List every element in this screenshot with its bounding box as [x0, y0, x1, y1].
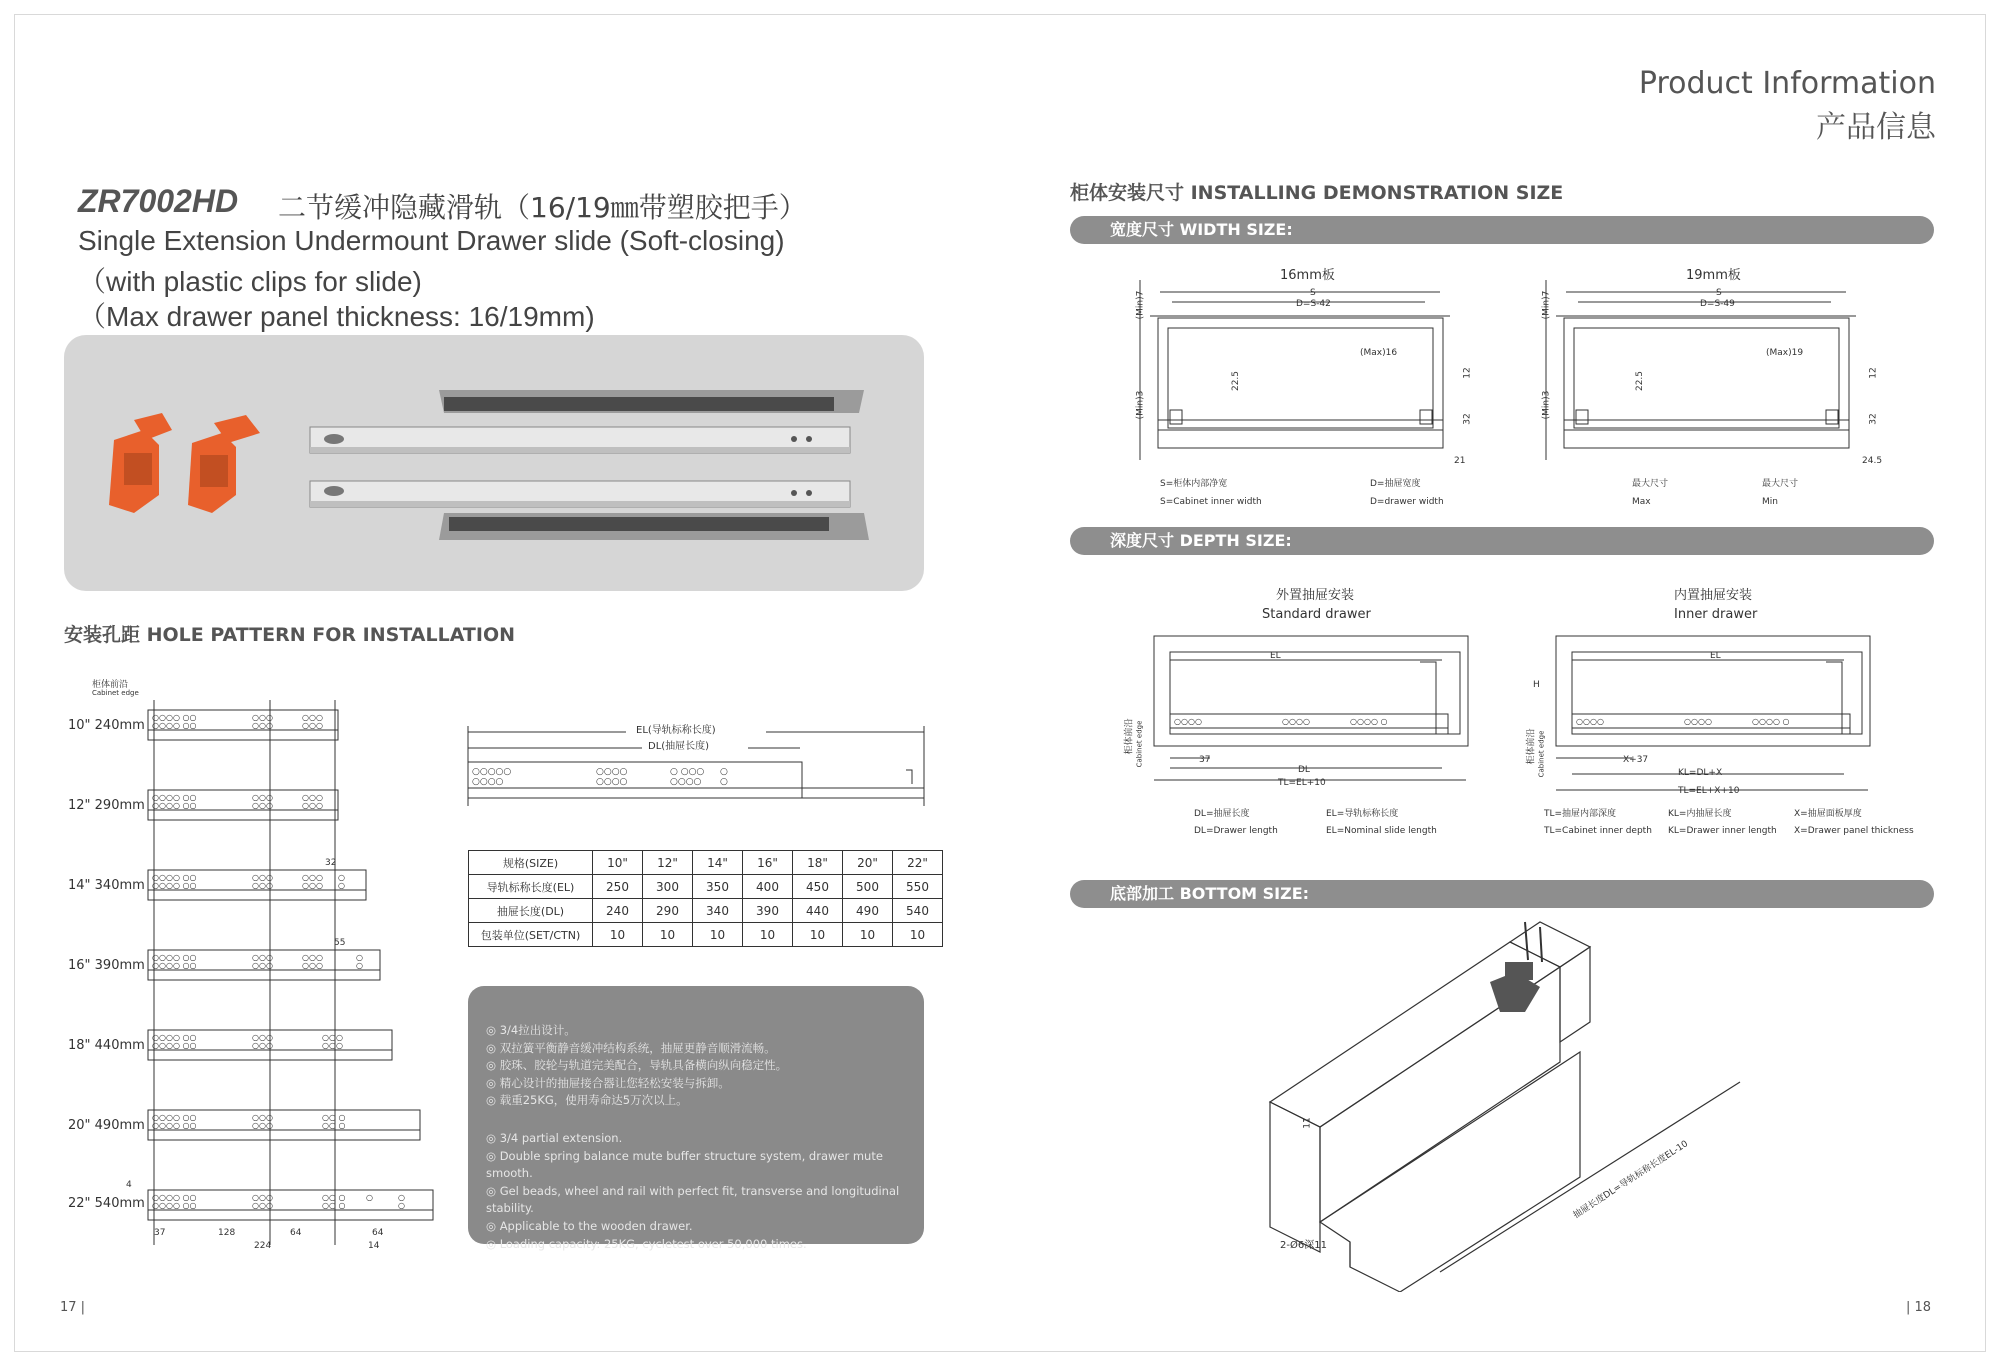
svg-text:○○○○ ○○: ○○○○ ○○: [152, 881, 197, 890]
table-cell: 18": [793, 851, 843, 875]
feature-item: ◎ 载重25KG，使用寿命达5万次以上。: [486, 1093, 688, 1108]
bottom-hole-label: 2-Ø6深11: [1280, 1240, 1327, 1251]
svg-text:○○○○: ○○○○: [472, 777, 504, 787]
width-19-d: D=S-49: [1700, 299, 1735, 309]
table-cell: 10: [793, 923, 843, 947]
legend-s-en: S=Cabinet inner width: [1160, 497, 1262, 507]
svg-text:○○ ○: ○○ ○: [322, 1121, 346, 1130]
svg-text:○○○: ○○○: [302, 873, 323, 882]
legend-el-cn: EL=导轨标称长度: [1326, 809, 1399, 819]
depth-standard-title-cn: 外置抽屉安装: [1276, 588, 1355, 603]
width-16-s: S: [1310, 288, 1316, 298]
bottom-length-label: 抽屉长度DL=导轨标称长度EL-10: [1571, 1139, 1691, 1221]
table-cell: 490: [843, 899, 893, 923]
dl-label: DL(抽屉长度): [648, 741, 710, 752]
svg-text:○○○: ○○○: [252, 713, 273, 722]
width-19-12: 12: [1868, 367, 1879, 379]
depth-standard-title-en: Standard drawer: [1262, 607, 1371, 622]
depth-inner-title-cn: 内置抽屉安装: [1674, 588, 1753, 603]
page-info-title: Product Information: [1638, 66, 1936, 101]
svg-text:○○○: ○○○: [252, 1121, 273, 1130]
depth-standard-diagram: [1150, 632, 1470, 792]
width-16-12: 12: [1462, 367, 1473, 379]
table-row: [469, 923, 943, 947]
table-cell: 10: [643, 923, 693, 947]
svg-text:○○○○ ○: ○○○○ ○: [1350, 717, 1388, 726]
svg-text:○: ○: [338, 873, 345, 882]
table-cell: 16": [743, 851, 793, 875]
legend-d-cn: D=抽屉宽度: [1370, 479, 1421, 489]
dim-55: 55: [334, 938, 346, 948]
features-box: [468, 986, 924, 1251]
legend-tl-en: TL=Cabinet inner depth: [1544, 826, 1652, 836]
depth-standard-el: EL: [1270, 651, 1281, 661]
svg-text:○ ○○○: ○ ○○○: [670, 767, 705, 777]
dim-64: 64: [372, 1228, 384, 1238]
width-19-225: 22.5: [1635, 370, 1646, 392]
width-16-d: D=S-42: [1296, 299, 1331, 309]
depth-standard-37: 37: [1199, 755, 1211, 765]
svg-text:○○○: ○○○: [302, 801, 323, 810]
depth-standard-edge-en: Cabinet edge: [1135, 720, 1144, 768]
svg-text:○○○○ ○○: ○○○○ ○○: [152, 1201, 197, 1210]
svg-text:○○○○: ○○○○: [1282, 717, 1310, 726]
dim-37: 37: [154, 1228, 166, 1238]
width-16-min7: (Min)7: [1135, 290, 1146, 320]
depth-standard-tl: TL=EL+10: [1278, 778, 1326, 788]
svg-text:○○○○ ○○: ○○○○ ○○: [152, 793, 197, 802]
dim-14: 14: [368, 1241, 380, 1251]
svg-text:○○○○ ○○: ○○○○ ○○: [152, 1041, 197, 1050]
legend-dl-cn: DL=抽屉长度: [1194, 809, 1250, 819]
table-row: [469, 875, 943, 899]
slide-rail-lower: [310, 481, 869, 540]
svg-text:○○○○: ○○○○: [596, 767, 628, 777]
table-cell: 250: [593, 875, 643, 899]
product-name-cn: 二节缓冲隐藏滑轨（16/19㎜带塑胶把手）: [278, 191, 807, 224]
hole-size-label: 16" 390mm: [68, 958, 145, 973]
product-subtitle-2: （with plastic clips for slide): [78, 266, 422, 297]
hole-size-label: 14" 340mm: [68, 878, 145, 893]
slide-rail-upper: [310, 390, 864, 453]
legend-min-en: Min: [1762, 497, 1778, 507]
depth-inner-tl: TL=EL+X+10: [1678, 786, 1740, 796]
spec-table: [468, 850, 943, 947]
table-cell: 390: [743, 899, 793, 923]
table-cell: 规格(SIZE): [469, 851, 593, 875]
hole-pattern-diagram: [140, 700, 440, 1260]
table-cell: 550: [893, 875, 943, 899]
cabinet-edge-label-en: Cabinet edge: [92, 689, 139, 697]
hole-size-label: 10" 240mm: [68, 718, 145, 733]
slide-diagram: [466, 726, 926, 816]
dim-4: 4: [126, 1180, 132, 1190]
product-subtitle-3: （Max drawer panel thickness: 16/19mm): [78, 301, 595, 332]
svg-text:○○○: ○○○: [252, 1193, 273, 1202]
feature-item: ◎ 双拉簧平衡静音缓冲结构系统，抽屉更静音顺滑流畅。: [486, 1040, 776, 1055]
svg-text:○: ○: [356, 953, 363, 962]
hole-size-label: 18" 440mm: [68, 1038, 145, 1053]
feature-item: ◎ 3/4 partial extension.: [486, 1130, 623, 1145]
svg-text:○○ ○: ○○ ○: [322, 1201, 346, 1210]
svg-text:○○○○ ○○: ○○○○ ○○: [152, 953, 197, 962]
table-cell: 10: [893, 923, 943, 947]
feature-item: ◎ 3/4拉出设计。: [486, 1023, 576, 1037]
legend-max-cn: 最大尺寸: [1632, 479, 1669, 489]
bottom-size-bar: 底部加工 BOTTOM SIZE:: [1070, 880, 1934, 908]
table-cell: 440: [793, 899, 843, 923]
table-cell: 抽屉长度(DL): [469, 899, 593, 923]
svg-text:○○○: ○○○: [322, 1041, 343, 1050]
table-cell: 10: [843, 923, 893, 947]
svg-text:○○○○ ○○: ○○○○ ○○: [152, 721, 197, 730]
depth-inner-edge-cn: 柜体前沿: [1526, 728, 1537, 765]
svg-text:○○○○ ○○: ○○○○ ○○: [152, 801, 197, 810]
table-cell: 导轨标称长度(EL): [469, 875, 593, 899]
table-cell: 340: [693, 899, 743, 923]
table-cell: 240: [593, 899, 643, 923]
svg-text:○○○: ○○○: [252, 1033, 273, 1042]
product-model: ZR7002HD: [78, 183, 239, 219]
depth-size-bar: 深度尺寸 DEPTH SIZE:: [1070, 527, 1934, 555]
svg-text:○○○○ ○○: ○○○○ ○○: [152, 1121, 197, 1130]
svg-text:○○○○ ○○: ○○○○ ○○: [152, 961, 197, 970]
svg-text:○○○: ○○○: [252, 873, 273, 882]
table-cell: 12": [643, 851, 693, 875]
svg-text:○: ○: [720, 777, 728, 787]
svg-text:○○○○ ○○: ○○○○ ○○: [152, 1193, 197, 1202]
width-size-bar: 宽度尺寸 WIDTH SIZE:: [1070, 216, 1934, 244]
svg-text:○○○○: ○○○○: [1174, 717, 1202, 726]
table-cell: 10: [743, 923, 793, 947]
page-info-title-cn: 产品信息: [1816, 110, 1936, 145]
feature-item: ◎ 精心设计的抽屉接合器让您轻松安装与拆卸。: [486, 1075, 730, 1090]
table-row: [469, 899, 943, 923]
svg-text:○: ○: [366, 1193, 373, 1202]
svg-text:○○○○ ○○: ○○○○ ○○: [152, 713, 197, 722]
legend-max-en: Max: [1632, 497, 1651, 507]
feature-item: ◎ Applicable to the wooden drawer.: [486, 1218, 693, 1233]
svg-text:○: ○: [720, 767, 728, 777]
table-cell: 540: [893, 899, 943, 923]
legend-kl-cn: KL=内抽屉长度: [1668, 809, 1732, 819]
svg-text:○○○: ○○○: [252, 721, 273, 730]
product-photo: [64, 335, 924, 591]
legend-s-cn: S=柜体内部净宽: [1160, 479, 1228, 489]
table-cell: 包装单位(SET/CTN): [469, 923, 593, 947]
dim-64: 64: [290, 1228, 302, 1238]
table-cell: 400: [743, 875, 793, 899]
svg-text:○○○: ○○○: [252, 1201, 273, 1210]
svg-text:○○○: ○○○: [252, 953, 273, 962]
depth-inner-kl: KL=DL+X: [1678, 768, 1723, 778]
table-cell: 350: [693, 875, 743, 899]
legend-d-en: D=drawer width: [1370, 497, 1444, 507]
svg-text:○○○○ ○: ○○○○ ○: [1752, 717, 1790, 726]
legend-x-en: X=Drawer panel thickness: [1794, 826, 1914, 836]
plastic-clip-right: [188, 415, 260, 513]
svg-text:○○○: ○○○: [322, 1033, 343, 1042]
svg-text:○○○: ○○○: [302, 953, 323, 962]
table-row: [469, 851, 943, 875]
svg-text:○○○○ ○○: ○○○○ ○○: [152, 1113, 197, 1122]
feature-item: ◎ Loading capacity: 25KG, cycletest over 50,000 times.: [486, 1236, 807, 1251]
width-19-min3: (Min)3: [1541, 390, 1552, 420]
depth-inner-title-en: Inner drawer: [1674, 607, 1758, 622]
table-cell: 10": [593, 851, 643, 875]
feature-item: ◎ Gel beads, wheel and rail with perfect fit, transverse and longitudinal stability.: [486, 1183, 900, 1216]
svg-text:○○○: ○○○: [302, 721, 323, 730]
table-cell: 500: [843, 875, 893, 899]
dim-128: 128: [218, 1228, 236, 1238]
depth-standard-dl: DL: [1298, 765, 1310, 775]
svg-text:○: ○: [398, 1193, 405, 1202]
table-cell: 10: [693, 923, 743, 947]
svg-text:○: ○: [398, 1201, 405, 1210]
width-16-max: (Max)16: [1360, 348, 1398, 358]
hole-size-label: 20" 490mm: [68, 1118, 145, 1133]
table-cell: 450: [793, 875, 843, 899]
svg-text:○○○: ○○○: [302, 793, 323, 802]
svg-text:○○○: ○○○: [302, 881, 323, 890]
depth-inner-h: H: [1533, 680, 1540, 690]
legend-min-cn: 最大尺寸: [1762, 479, 1799, 489]
svg-text:○○○: ○○○: [302, 961, 323, 970]
legend-el-en: EL=Nominal slide length: [1326, 826, 1437, 836]
svg-text:○○○: ○○○: [252, 793, 273, 802]
width-19-245: 24.5: [1862, 456, 1883, 466]
dim-224: 224: [254, 1241, 272, 1251]
svg-text:○: ○: [356, 961, 363, 970]
dim-32: 32: [325, 858, 337, 868]
depth-inner-el: EL: [1710, 651, 1721, 661]
bottom-dim-11: 11: [1302, 1117, 1313, 1129]
table-cell: 20": [843, 851, 893, 875]
hole-size-label: 12" 290mm: [68, 798, 145, 813]
svg-text:○: ○: [338, 881, 345, 890]
svg-text:○○○: ○○○: [252, 1113, 273, 1122]
feature-item: ◎ Double spring balance mute buffer structure system, drawer mute smooth.: [486, 1148, 883, 1181]
width-16-225: 22.5: [1231, 370, 1242, 392]
legend-x-cn: X=抽屉面板厚度: [1794, 809, 1862, 819]
hole-pattern-heading: 安装孔距 HOLE PATTERN FOR INSTALLATION: [64, 624, 516, 646]
legend-dl-en: DL=Drawer length: [1194, 826, 1278, 836]
el-label: EL(导轨标称长度): [636, 725, 716, 736]
product-subtitle-1: Single Extension Undermount Drawer slide (Soft-closing): [78, 225, 785, 256]
svg-text:○○○○: ○○○○: [1576, 717, 1604, 726]
plastic-clip-left: [109, 413, 172, 513]
svg-text:○○○○ ○○: ○○○○ ○○: [152, 873, 197, 882]
table-cell: 290: [643, 899, 693, 923]
svg-text:○○○: ○○○: [252, 961, 273, 970]
width-19-max: (Max)19: [1766, 348, 1804, 358]
bottom-size-diagram: [1240, 912, 1760, 1292]
svg-text:○○ ○: ○○ ○: [322, 1193, 346, 1202]
installing-heading: 柜体安装尺寸 INSTALLING DEMONSTRATION SIZE: [1070, 182, 1564, 204]
width-19-32: 32: [1868, 413, 1879, 425]
width-16-32: 32: [1462, 413, 1473, 425]
svg-text:○○○: ○○○: [252, 881, 273, 890]
svg-text:○○○○: ○○○○: [670, 777, 702, 787]
page-number-left: 17 |: [60, 1300, 86, 1315]
depth-standard-edge-cn: 柜体前沿: [1124, 718, 1135, 755]
cabinet-edge-label-cn: 柜体前沿: [92, 680, 129, 690]
table-cell: 14": [693, 851, 743, 875]
svg-text:○○○: ○○○: [252, 1041, 273, 1050]
width-19-s: S: [1716, 288, 1722, 298]
svg-text:○○○○ ○○: ○○○○ ○○: [152, 1033, 197, 1042]
svg-text:○○○○○: ○○○○○: [472, 767, 512, 777]
svg-text:○○○○: ○○○○: [1684, 717, 1712, 726]
svg-text:○○○○: ○○○○: [596, 777, 628, 787]
legend-kl-en: KL=Drawer inner length: [1668, 826, 1777, 836]
svg-text:○○ ○: ○○ ○: [322, 1113, 346, 1122]
svg-text:○○○: ○○○: [302, 713, 323, 722]
feature-item: ◎ 胶珠、胶轮与轨道完美配合，导轨具备横向纵向稳定性。: [486, 1058, 788, 1073]
table-cell: 300: [643, 875, 693, 899]
hole-size-label: 22" 540mm: [68, 1196, 145, 1211]
page-number-right: | 18: [1906, 1300, 1932, 1315]
width-16-title: 16mm板: [1280, 268, 1335, 283]
width-19-min7: (Min)7: [1541, 290, 1552, 320]
table-cell: 10: [593, 923, 643, 947]
width-16-min3: (Min)3: [1135, 390, 1146, 420]
width-16-21: 21: [1454, 456, 1466, 466]
svg-text:○○○: ○○○: [252, 801, 273, 810]
depth-inner-edge-en: Cabinet edge: [1537, 730, 1546, 778]
legend-tl-cn: TL=抽屉内部深度: [1544, 809, 1617, 819]
table-cell: 22": [893, 851, 943, 875]
depth-inner-x37: X+37: [1623, 755, 1649, 765]
width-19-title: 19mm板: [1686, 268, 1741, 283]
